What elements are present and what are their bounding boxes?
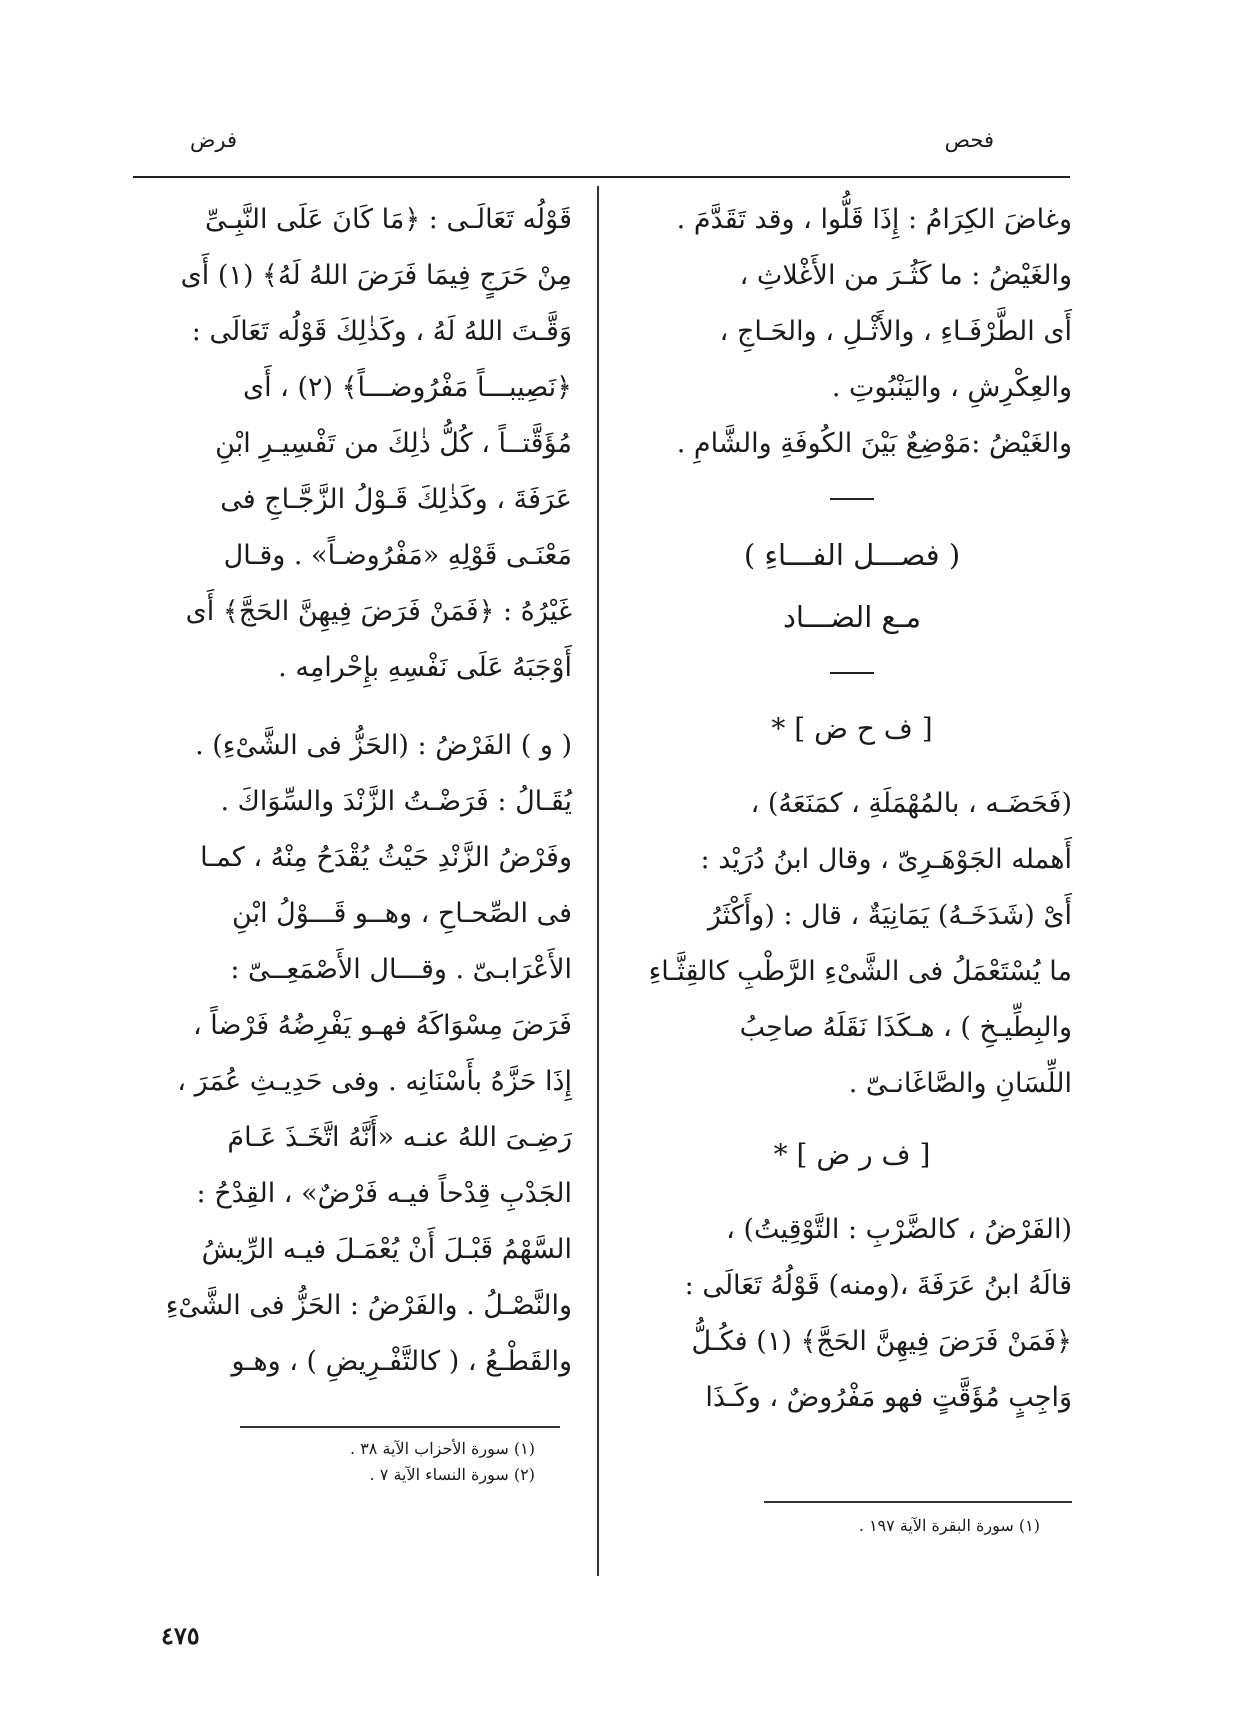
text-line: وفَرْضُ الزَّنْدِ حَيْثُ يُقْدَحُ مِنْهُ ، كمـا [200, 842, 572, 873]
text-line: مَعْنَـى قَوْلِهِ «مَفْرُوضـاً» . وقـال [223, 540, 572, 571]
text-line: ( و ) الفَرْضُ : (الحَزُّ فى الشَّىْءِ) . [195, 730, 572, 761]
footnote: (١) سورة الأحزاب الآية ٣٨ . [350, 1439, 535, 1458]
text-line: يُقَـالُ : فَرَضْـتُ الزَّنْدَ والسِّوَاكَ . [220, 786, 572, 817]
text-line: الأَعْرَابـىّ . وقـــال الأَصْمَعِــىّ : [230, 954, 572, 985]
text-line: مُؤَقَّتــاً ، كُلُّ ذٰلِكَ من تَفْسِيـرِ ابْنِ [215, 428, 572, 459]
text-line: السَّهْمُ قَبْـلَ أَنْ يُعْمَـلَ فيـه الرِّيشُ [201, 1234, 572, 1265]
page-number: ٤٧٥ [161, 1621, 200, 1650]
text-line: غَيْرُهُ : ﴿فَمَنْ فَرَضَ فِيهِنَّ الحَجَّ﴾ أَى [185, 596, 572, 627]
footnote: (٢) سورة النساء الآية ٧ . [369, 1465, 535, 1484]
text-line: ﴿فَمَنْ فَرَضَ فِيهِنَّ الحَجَّ﴾ (١) فكُـلُّ [691, 1326, 1072, 1357]
entry-heading: [ ف ح ض ] * [771, 712, 933, 745]
text-line: عَرَفَةَ ، وكَذٰلِكَ قَـوْلُ الزَّجَّـاجِ فى [220, 484, 572, 515]
footnote-rule-left [240, 1426, 560, 1428]
text-line: وغاضَ الكِرَامُ : إِذَا قَلُّوا ، وقد تَقَدَّمَ . [676, 204, 1072, 235]
left-column [132, 192, 572, 1390]
text-line: أَهمله الجَوْهَـرِىّ ، وقال ابنُ دُرَيْد : [700, 844, 1072, 875]
entry-heading: [ ف ر ض ] * [773, 1138, 931, 1171]
text-line: ﴿نَصِيبـــاً مَفْرُوضـــاً﴾ (٢) ، أَى [242, 372, 572, 403]
text-line: أَوْجَبَهُ عَلَى نَفْسِهِ بإِحْرامِه . [278, 652, 572, 683]
text-line: مِنْ حَرَجٍ فِيمَا فَرَضَ اللهُ لَهُ﴾ (١) أَى [180, 260, 572, 291]
section-subheading: مـع الضـــاد [783, 600, 921, 634]
text-line: ما يُسْتَعْمَلُ فى الشَّىْءِ الرَّطْبِ كالقِثَّـاءِ [648, 956, 1072, 987]
text-line: قالَهُ ابنُ عَرَفَةَ ،(ومنه) قَوْلُهُ تَعَالَى : [684, 1270, 1072, 1301]
text-line: فَرَضَ مِسْوَاكَهُ فهـو يَفْرِضُهُ فَرْضاً ، [192, 1010, 572, 1041]
text-line: والنَّصْـلُ . والفَرْضُ : الحَزُّ فى الشَّىْءِ [165, 1290, 572, 1321]
text-line: والبِطِّيـخِ ) ، هـكَذَا نَقَلَهُ صاحِبُ [739, 1012, 1072, 1043]
column-divider [597, 186, 599, 1576]
text-line: والقَطْـعُ ، ( كالتَّفْـرِيضِ ) ، وهـو [231, 1346, 572, 1377]
running-head-left: فرض [190, 128, 238, 152]
text-line: والعِكْرِشِ ، واليَنْبُوتِ . [831, 372, 1072, 403]
footnote-rule-right [764, 1501, 1072, 1503]
section-rule [830, 498, 874, 500]
text-line: (الفَرْضُ ، كالضَّرْبِ : التَّوْقِيتُ) ، [726, 1214, 1072, 1245]
text-line: قَوْلُه تَعَالَـى : ﴿مَا كَانَ عَلَى النَّبِـىِّ [205, 204, 572, 235]
text-line: والغَيْضُ : ما كَثُـرَ من الأَغْلاثِ ، [739, 260, 1072, 291]
paragraph-gap [132, 696, 572, 718]
text-line: أَى الطَّرْفَـاءِ ، والأَثْـلِ ، والحَـاجِ ، [719, 316, 1072, 347]
footnotes-left [220, 1436, 535, 1488]
text-line: وَقَّـتَ اللهُ لَهُ ، وكَذٰلِكَ قَوْلُه تَعَالَى : [191, 316, 572, 347]
section-heading: ( فصـــل الفـــاءِ ) [743, 538, 961, 572]
text-line: اللِّسَانِ والصَّاغَانـىّ . [848, 1068, 1072, 1099]
right-column [632, 192, 1072, 1426]
text-line: والغَيْضُ :مَوْضِعٌ بَيْنَ الكُوفَةِ والشَّامِ . [676, 428, 1072, 459]
text-line: أَىْ (شَدَخَـهُ) يَمَانِيَةٌ ، قال : (وأَكْثَرُ [707, 900, 1072, 931]
running-head-right: فحص [944, 128, 994, 152]
text-line: وَاجِبٍ مُؤَقَّتٍ فهو مَفْرُوضٌ ، وكَـذَا [705, 1382, 1072, 1413]
text-line: الجَدْبِ قِدْحاً فيـه فَرْضٌ» ، القِدْحُ : [196, 1178, 572, 1209]
footnote: (١) سورة البقرة الآية ١٩٧ . [858, 1516, 1040, 1535]
text-line: رَضِـىَ اللهُ عنـه «أَنَّهُ اتَّخَـذَ عَـامَ [227, 1122, 572, 1153]
header-rule [133, 176, 1070, 178]
text-line: إِذَا حَزَّهُ بأَسْنَانِه . وفى حَدِيـثِ عُمَرَ ، [177, 1066, 572, 1097]
footnotes-right [700, 1513, 1040, 1539]
text-line: (فَحَضَـه ، بالمُهْمَلَةِ ، كمَنَعَهُ) ، [750, 788, 1072, 819]
section-rule [830, 672, 874, 674]
text-line: فى الصِّحـاحِ ، وهــو قَـــوْلُ ابْنِ [232, 898, 572, 929]
